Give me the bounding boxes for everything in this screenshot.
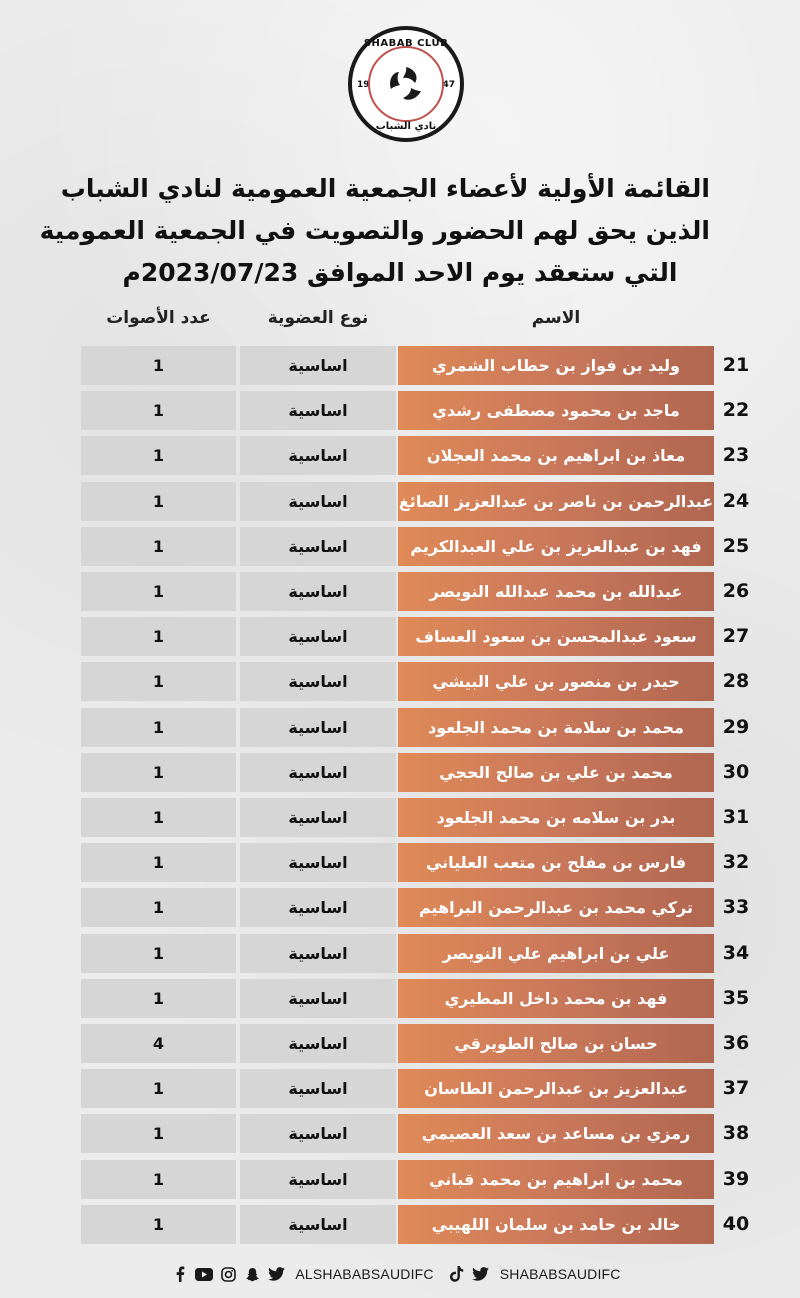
social-footer bbox=[0, 1262, 800, 1286]
table-row bbox=[0, 346, 800, 385]
row-number: 26 bbox=[722, 580, 750, 602]
member-name-cell: بدر بن سلامه بن محمد الجلعود bbox=[398, 798, 714, 837]
votes-cell: 1 bbox=[81, 662, 236, 701]
instagram-icon[interactable] bbox=[219, 1265, 237, 1283]
twitter-icon[interactable] bbox=[472, 1265, 490, 1283]
row-number: 23 bbox=[722, 444, 750, 466]
table-row bbox=[0, 1024, 800, 1063]
membership-type-cell: اساسية bbox=[240, 391, 396, 430]
votes-cell: 1 bbox=[81, 753, 236, 792]
membership-type-cell: اساسية bbox=[240, 572, 396, 611]
social-handle-2[interactable]: SHABABSAUDIFC bbox=[499, 1266, 621, 1282]
member-name-cell: فهد بن محمد داخل المطيري bbox=[398, 979, 714, 1018]
votes-cell: 1 bbox=[81, 527, 236, 566]
member-name-cell: عبدالعزيز بن عبدالرحمن الطاسان bbox=[398, 1069, 714, 1108]
membership-type-cell: اساسية bbox=[240, 934, 396, 973]
logo-year-left: 19 bbox=[357, 80, 370, 90]
table-row bbox=[0, 662, 800, 701]
title-line-3: التي ستعقد يوم الاحد الموافق 2023/07/23م bbox=[122, 258, 678, 287]
votes-cell: 1 bbox=[81, 708, 236, 747]
member-name-cell: عبدالرحمن بن ناصر بن عبدالعزيز الصائغ bbox=[398, 482, 714, 521]
table-row bbox=[0, 888, 800, 927]
youtube-icon[interactable] bbox=[195, 1265, 213, 1283]
row-number: 30 bbox=[722, 761, 750, 783]
membership-type-cell: اساسية bbox=[240, 1114, 396, 1153]
tiktok-icon[interactable] bbox=[448, 1265, 466, 1283]
membership-type-cell: اساسية bbox=[240, 1069, 396, 1108]
table-row bbox=[0, 979, 800, 1018]
header-name: الاسم bbox=[531, 308, 581, 328]
table-row bbox=[0, 436, 800, 475]
table-row bbox=[0, 798, 800, 837]
table-row bbox=[0, 934, 800, 973]
row-number: 40 bbox=[722, 1213, 750, 1235]
table-row bbox=[0, 1069, 800, 1108]
row-number: 39 bbox=[722, 1168, 750, 1190]
header-membership-type: نوع العضوية bbox=[267, 308, 369, 328]
member-name-cell: فارس بن مفلح بن متعب العلياني bbox=[398, 843, 714, 882]
votes-cell: 1 bbox=[81, 1069, 236, 1108]
club-logo bbox=[348, 26, 464, 142]
logo-top-text: SHABAB CLUB bbox=[363, 38, 449, 49]
membership-type-cell: اساسية bbox=[240, 979, 396, 1018]
logo-bottom-text: نادي الشباب bbox=[375, 121, 437, 132]
member-name-cell: علي بن ابراهيم علي النويصر bbox=[398, 934, 714, 973]
row-number: 35 bbox=[722, 987, 750, 1009]
row-number: 28 bbox=[722, 670, 750, 692]
votes-cell: 1 bbox=[81, 798, 236, 837]
votes-cell: 1 bbox=[81, 346, 236, 385]
membership-type-cell: اساسية bbox=[240, 436, 396, 475]
table-row bbox=[0, 617, 800, 656]
member-name-cell: رمزي بن مساعد بن سعد العصيمي bbox=[398, 1114, 714, 1153]
votes-cell: 1 bbox=[81, 482, 236, 521]
table-row bbox=[0, 708, 800, 747]
table-row bbox=[0, 572, 800, 611]
votes-cell: 1 bbox=[81, 1205, 236, 1244]
member-name-cell: محمد بن سلامة بن محمد الجلعود bbox=[398, 708, 714, 747]
header-votes: عدد الأصوات bbox=[106, 308, 211, 328]
votes-cell: 1 bbox=[81, 979, 236, 1018]
membership-type-cell: اساسية bbox=[240, 662, 396, 701]
table-row bbox=[0, 1160, 800, 1199]
row-number: 32 bbox=[722, 851, 750, 873]
member-name-cell: وليد بن فواز بن حطاب الشمري bbox=[398, 346, 714, 385]
member-name-cell: تركي محمد بن عبدالرحمن البراهيم bbox=[398, 888, 714, 927]
membership-type-cell: اساسية bbox=[240, 888, 396, 927]
title-line-1: القائمة الأولية لأعضاء الجمعية العمومية لنادي الشباب bbox=[60, 174, 710, 203]
row-number: 29 bbox=[722, 716, 750, 738]
logo-year-right: 47 bbox=[442, 80, 455, 90]
member-name-cell: محمد بن ابراهيم بن محمد قباني bbox=[398, 1160, 714, 1199]
row-number: 37 bbox=[722, 1077, 750, 1099]
table-row bbox=[0, 1205, 800, 1244]
membership-type-cell: اساسية bbox=[240, 798, 396, 837]
membership-type-cell: اساسية bbox=[240, 753, 396, 792]
row-number: 33 bbox=[722, 896, 750, 918]
votes-cell: 1 bbox=[81, 934, 236, 973]
member-name-cell: سعود عبدالمحسن بن سعود العساف bbox=[398, 617, 714, 656]
title-line-2: الذين يحق لهم الحضور والتصويت في الجمعية العمومية bbox=[39, 216, 710, 245]
table-row bbox=[0, 391, 800, 430]
membership-type-cell: اساسية bbox=[240, 527, 396, 566]
row-number: 22 bbox=[722, 399, 750, 421]
member-name-cell: حيدر بن منصور بن علي البيشي bbox=[398, 662, 714, 701]
table-row bbox=[0, 753, 800, 792]
row-number: 24 bbox=[722, 490, 750, 512]
row-number: 36 bbox=[722, 1032, 750, 1054]
twitter-icon[interactable] bbox=[267, 1265, 285, 1283]
row-number: 21 bbox=[722, 354, 750, 376]
votes-cell: 1 bbox=[81, 1160, 236, 1199]
facebook-icon[interactable] bbox=[171, 1265, 189, 1283]
page-title bbox=[39, 168, 710, 294]
row-number: 34 bbox=[722, 942, 750, 964]
member-name-cell: خالد بن حامد بن سلمان اللهيبي bbox=[398, 1205, 714, 1244]
club-emblem-icon bbox=[385, 63, 427, 105]
membership-type-cell: اساسية bbox=[240, 1160, 396, 1199]
membership-type-cell: اساسية bbox=[240, 346, 396, 385]
membership-type-cell: اساسية bbox=[240, 1024, 396, 1063]
votes-cell: 4 bbox=[81, 1024, 236, 1063]
membership-type-cell: اساسية bbox=[240, 843, 396, 882]
member-name-cell: معاذ بن ابراهيم بن محمد العجلان bbox=[398, 436, 714, 475]
row-number: 27 bbox=[722, 625, 750, 647]
member-name-cell: فهد بن عبدالعزيز بن علي العبدالكريم bbox=[398, 527, 714, 566]
row-number: 31 bbox=[722, 806, 750, 828]
member-name-cell: حسان بن صالح الطويرقي bbox=[398, 1024, 714, 1063]
table-row bbox=[0, 482, 800, 521]
member-name-cell: عبدالله بن محمد عبدالله النويصر bbox=[398, 572, 714, 611]
member-name-cell: محمد بن علي بن صالح الحجي bbox=[398, 753, 714, 792]
member-name-cell: ماجد بن محمود مصطفى رشدي bbox=[398, 391, 714, 430]
votes-cell: 1 bbox=[81, 617, 236, 656]
votes-cell: 1 bbox=[81, 572, 236, 611]
votes-cell: 1 bbox=[81, 391, 236, 430]
snapchat-icon[interactable] bbox=[243, 1265, 261, 1283]
social-handle-1[interactable]: ALSHABABSAUDIFC bbox=[295, 1266, 434, 1282]
votes-cell: 1 bbox=[81, 436, 236, 475]
votes-cell: 1 bbox=[81, 843, 236, 882]
votes-cell: 1 bbox=[81, 1114, 236, 1153]
row-number: 25 bbox=[722, 535, 750, 557]
membership-type-cell: اساسية bbox=[240, 1205, 396, 1244]
table-row bbox=[0, 527, 800, 566]
membership-type-cell: اساسية bbox=[240, 708, 396, 747]
votes-cell: 1 bbox=[81, 888, 236, 927]
membership-type-cell: اساسية bbox=[240, 617, 396, 656]
table-row bbox=[0, 843, 800, 882]
membership-type-cell: اساسية bbox=[240, 482, 396, 521]
table-row bbox=[0, 1114, 800, 1153]
row-number: 38 bbox=[722, 1122, 750, 1144]
